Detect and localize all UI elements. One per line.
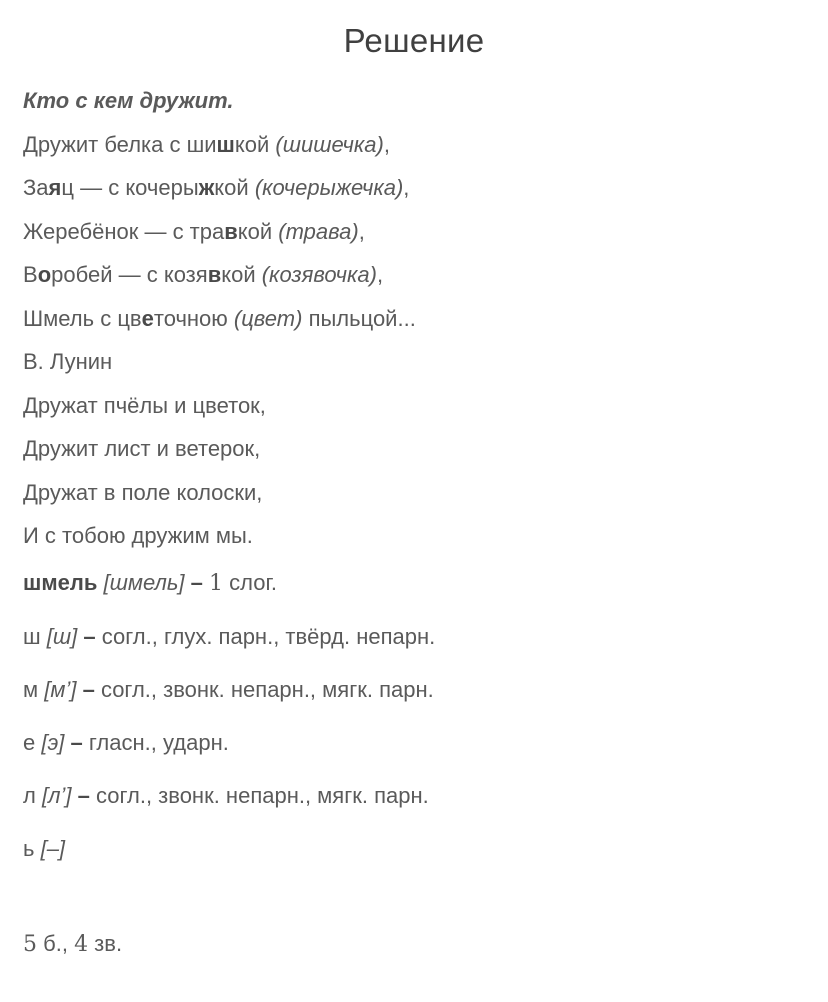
transcription: [шмель] (103, 570, 185, 595)
syllable-label: слог. (223, 570, 277, 595)
text-segment: , (358, 219, 365, 244)
sound: [ш] (46, 624, 78, 649)
poem2-line-3: Дружат в поле колоски, (23, 480, 263, 505)
letter: ь (23, 836, 41, 861)
letter-description: согл., глух. парн., твёрд. непарн. (95, 624, 436, 649)
dash: – (190, 570, 203, 595)
root-word: (трава) (278, 219, 359, 244)
dash: – (82, 677, 95, 702)
letter: м (23, 677, 45, 702)
letter-row-e (23, 728, 229, 758)
sound: [–] (40, 836, 66, 861)
summary (23, 929, 122, 960)
text-segment: ц — с кочеры (61, 175, 199, 200)
text-segment: кой (214, 175, 255, 200)
poem-heading: Кто с кем дружит. (23, 88, 234, 113)
poem2-line-2: Дружит лист и ветерок, (23, 436, 261, 461)
highlighted-letter: ж (198, 175, 215, 200)
root-word: (цвет) (233, 306, 303, 331)
dash: – (83, 624, 96, 649)
root-word: (кочерыжечка) (254, 175, 404, 200)
text-segment: кой (237, 219, 279, 244)
text-segment: , (377, 262, 384, 287)
letter-row-sh (23, 622, 435, 652)
poem-line-4 (23, 260, 383, 290)
text-segment: пыльцой... (302, 306, 416, 331)
highlighted-letter: е (141, 306, 154, 331)
sound: [м’] (44, 677, 77, 702)
highlighted-letter: в (207, 262, 222, 287)
word-analysis-header (23, 568, 277, 599)
letter-row-soft-sign (23, 834, 65, 864)
text-segment: , (403, 175, 410, 200)
letter-count-label: б., (37, 931, 75, 956)
poem2-line-1: Дружат пчёлы и цветок, (23, 393, 266, 418)
poem2-line-4: И с тобою дружим мы. (23, 523, 253, 548)
letter-count: 5 (23, 932, 37, 957)
text-segment: Дружит белка с ши (23, 132, 217, 157)
text-segment: Жеребёнок — с тра (23, 219, 225, 244)
text-segment: кой (221, 262, 262, 287)
page-title: Решение (343, 22, 485, 59)
root-word: (шишечка) (275, 132, 384, 157)
text-segment: робей — с козя (51, 262, 208, 287)
text-segment: За (23, 175, 49, 200)
letter-description: гласн., ударн. (82, 730, 229, 755)
analyzed-word: шмель (23, 570, 98, 595)
letter-description: согл., звонк. непарн., мягк. парн. (94, 677, 434, 702)
highlighted-letter: ш (216, 132, 235, 157)
text-segment: точною (153, 306, 234, 331)
sound-count-label: зв. (88, 931, 123, 956)
highlighted-letter: о (37, 262, 52, 287)
poem-line-1 (23, 130, 390, 160)
poem-line-3 (23, 217, 365, 247)
letter: е (23, 730, 42, 755)
poem-line-2 (23, 173, 409, 203)
poem-line-5 (23, 304, 416, 334)
dash: – (77, 783, 90, 808)
letter-row-m (23, 675, 434, 705)
dash: – (70, 730, 83, 755)
sound: [л’] (41, 783, 72, 808)
syllable-count: 1 (209, 571, 224, 596)
letter-row-l (23, 781, 429, 811)
text-segment: В (23, 262, 38, 287)
text-segment: кой (234, 132, 276, 157)
highlighted-letter: я (48, 175, 62, 200)
letter: ш (23, 624, 47, 649)
letter-description: согл., звонк. непарн., мягк. парн. (89, 783, 429, 808)
highlighted-letter: в (224, 219, 238, 244)
text-segment: Шмель с цв (23, 306, 142, 331)
sound: [э] (41, 730, 65, 755)
poem-author: В. Лунин (23, 349, 113, 374)
text-segment: , (383, 132, 390, 157)
letter: л (23, 783, 42, 808)
root-word: (козявочка) (261, 262, 377, 287)
sound-count: 4 (74, 932, 89, 957)
